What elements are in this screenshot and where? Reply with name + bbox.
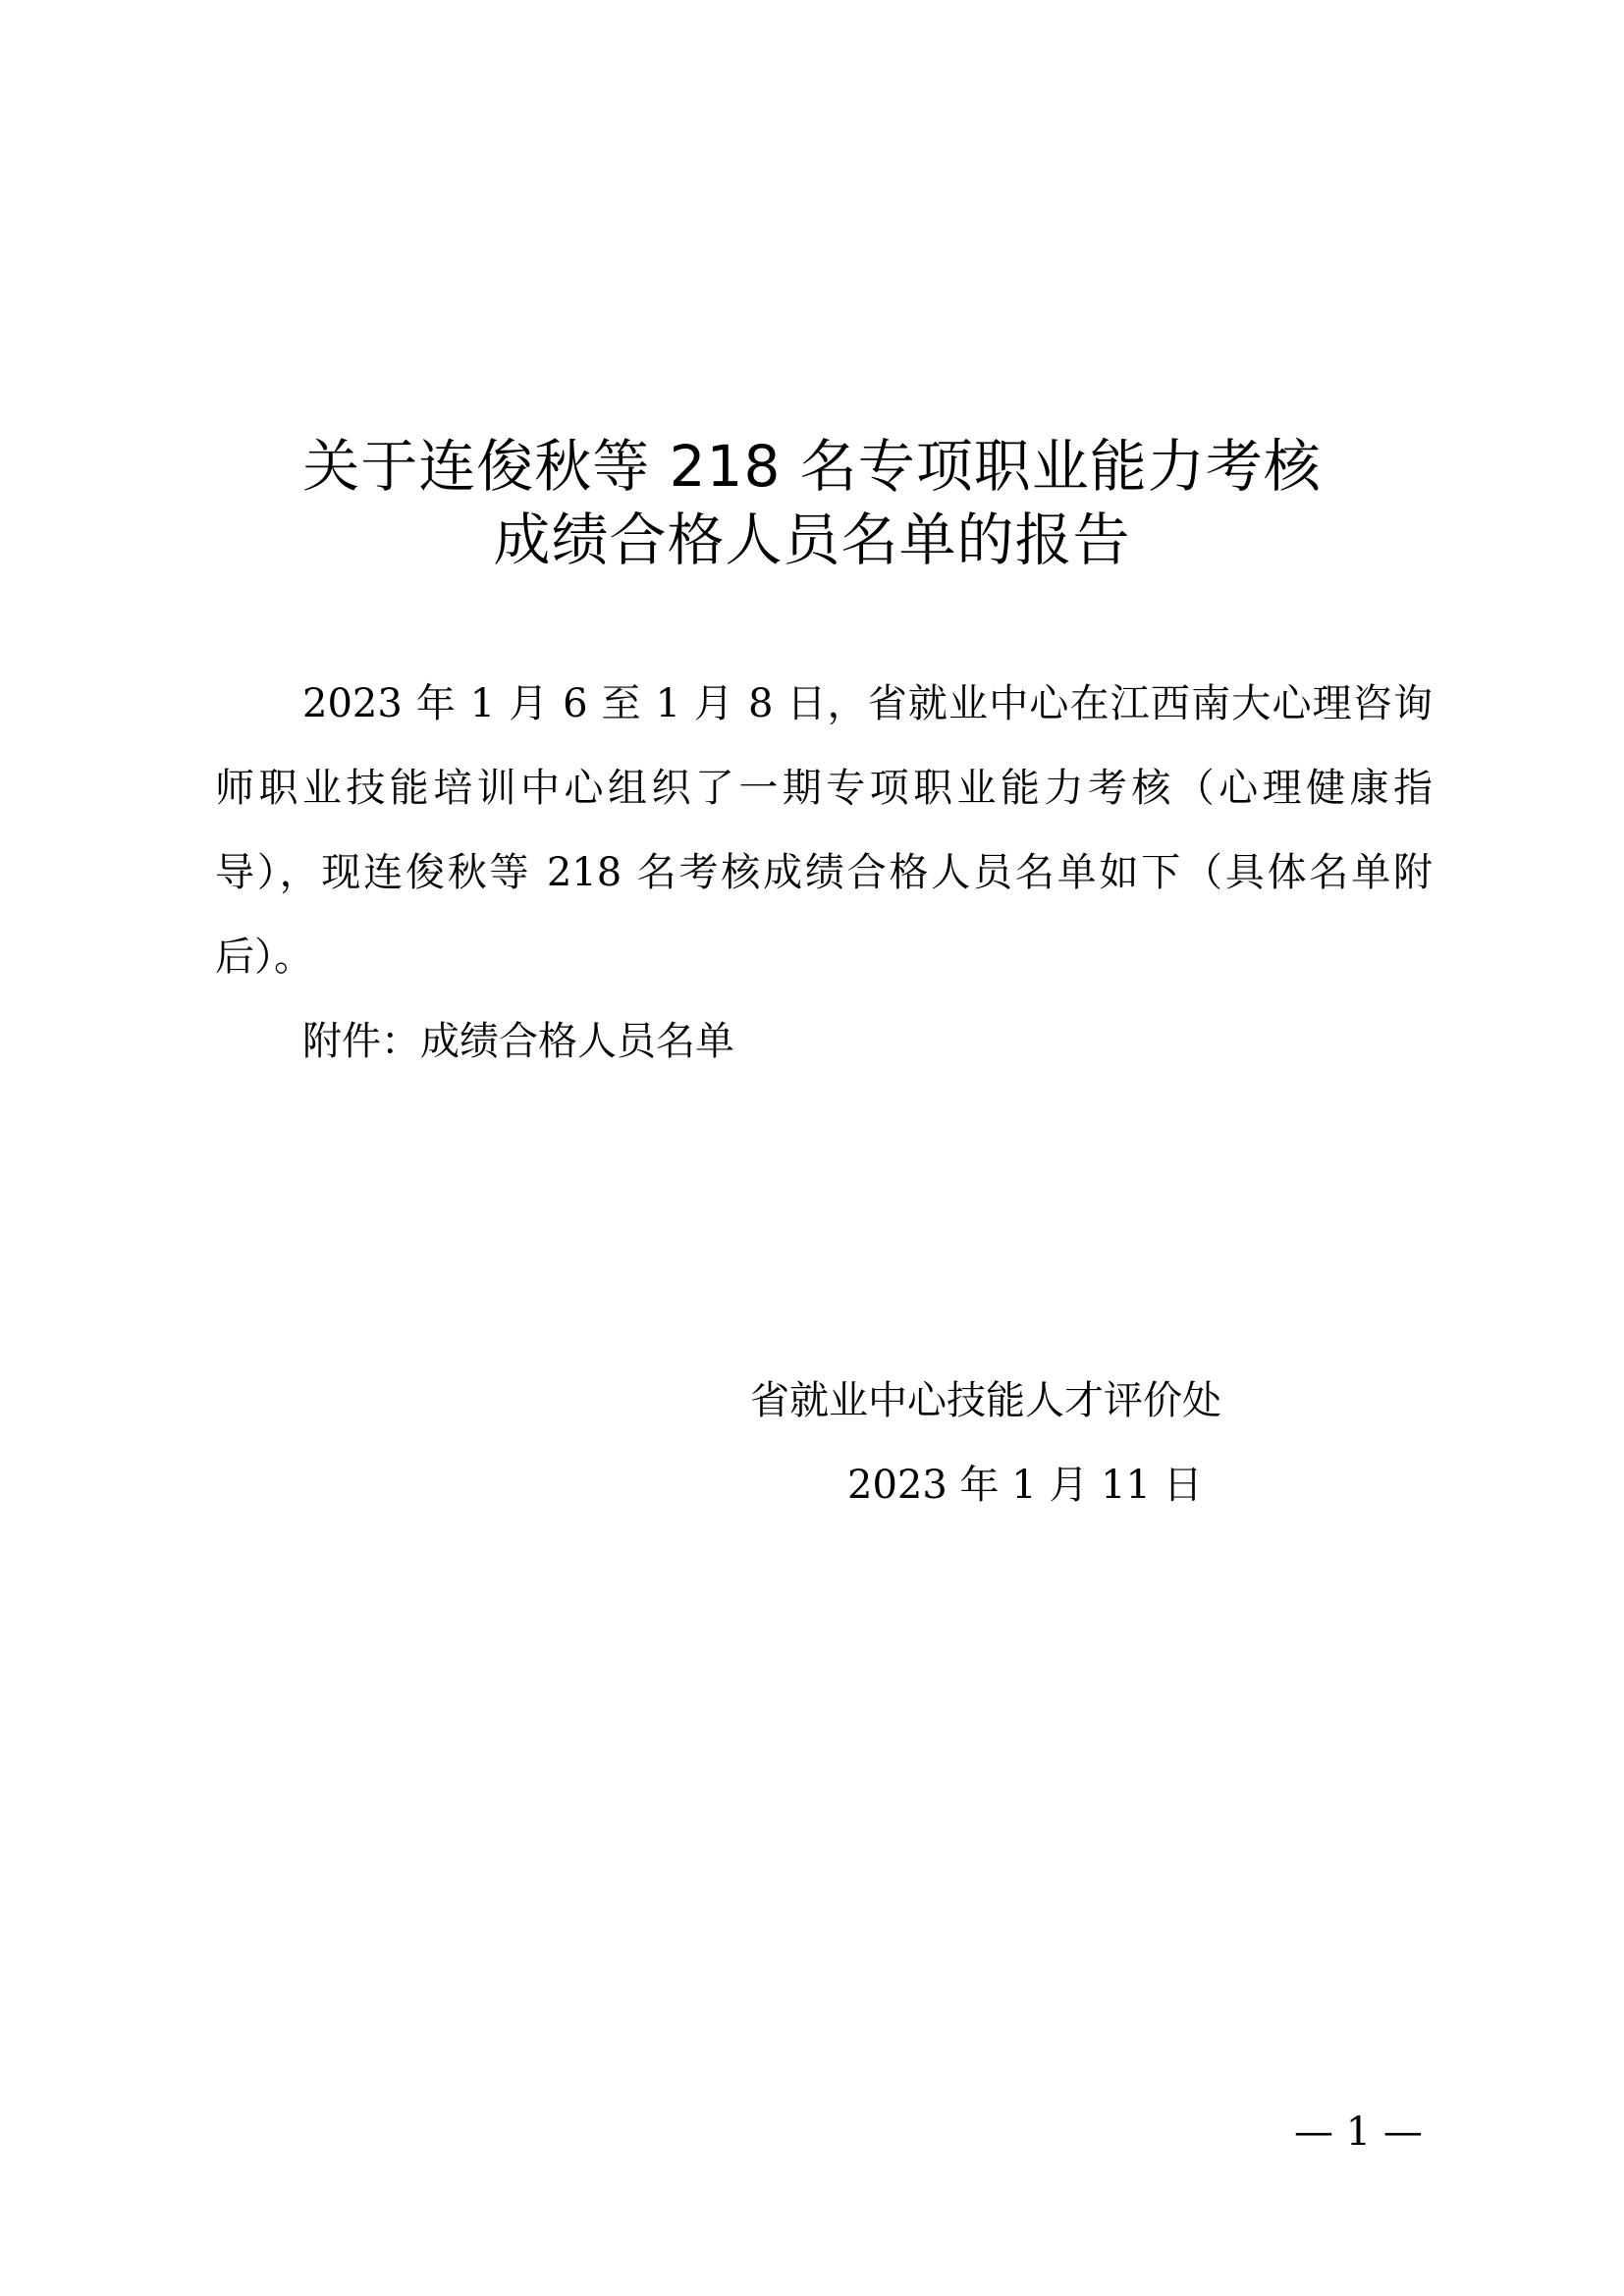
body-paragraph-line: 导），现连俊秋等 218 名考核成绩合格人员名单如下（具体名单附 xyxy=(215,850,1433,895)
signature-date: 2023 年 1 月 11 日 xyxy=(847,1463,1203,1508)
document-title-line-2: 成绩合格人员名单的报告 xyxy=(493,507,1131,573)
body-paragraph-line: 后）。 xyxy=(215,934,313,980)
body-paragraph-line: 师职业技能培训中心组织了一期专项职业能力考核（心理健康指 xyxy=(215,766,1433,811)
signature-organization: 省就业中心技能人才评价处 xyxy=(750,1378,1221,1423)
document-title-line-1: 关于连俊秋等 218 名专项职业能力考核 xyxy=(302,433,1322,500)
page-number: — 1 — xyxy=(1294,2109,1423,2155)
attachment-note: 附件：成绩合格人员名单 xyxy=(302,1019,734,1064)
body-paragraph-line: 2023 年 1 月 6 至 1 月 8 日，省就业中心在江西南大心理咨询 xyxy=(302,681,1433,726)
